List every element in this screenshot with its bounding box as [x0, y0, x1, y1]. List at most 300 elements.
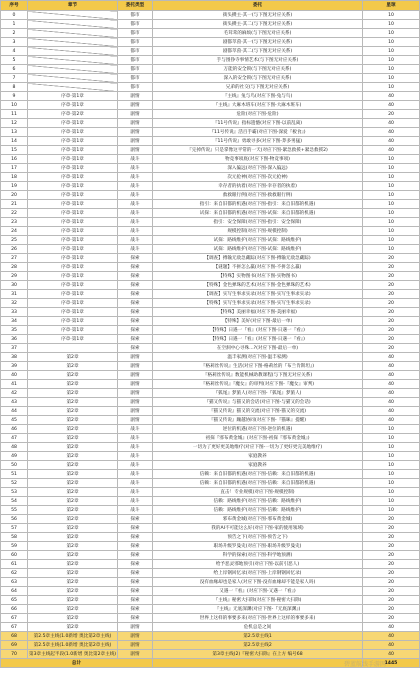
- cell-type[interactable]: 剧情: [118, 128, 153, 137]
- cell-chapter[interactable]: 序章·第1章: [28, 245, 118, 254]
- cell-chapter[interactable]: 第2章: [28, 515, 118, 524]
- cell-index[interactable]: 34: [1, 317, 28, 326]
- cell-chapter[interactable]: 第2章: [28, 461, 118, 470]
- cell-chapter[interactable]: 第2章: [28, 497, 118, 506]
- cell-commission[interactable]: 物竞事项底(对应下图-物竞事项): [153, 155, 363, 164]
- cell-chapter[interactable]: 第2章: [28, 587, 118, 596]
- cell-commission[interactable]: 『主线』大麻木班车(对应下图-大麻木班车): [153, 101, 363, 110]
- cell-reward[interactable]: 10: [363, 425, 420, 434]
- cell-reward[interactable]: 40: [363, 92, 420, 101]
- cell-type[interactable]: 探索: [118, 290, 153, 299]
- cell-reward[interactable]: 10: [363, 434, 420, 443]
- cell-index[interactable]: 43: [1, 398, 28, 407]
- cell-index[interactable]: 2: [1, 29, 28, 38]
- cell-type[interactable]: 剧情: [118, 407, 153, 416]
- cell-commission[interactable]: 第3章主线(2)『秘密大扫除』在上方 编号68: [153, 650, 363, 659]
- cell-type[interactable]: 剧情: [118, 137, 153, 146]
- cell-index[interactable]: 0: [1, 11, 28, 20]
- cell-type[interactable]: 探索: [118, 317, 153, 326]
- cell-type[interactable]: 战斗: [118, 470, 153, 479]
- cell-index[interactable]: 55: [1, 506, 28, 515]
- cell-chapter[interactable]: 序章·第1章: [28, 272, 118, 281]
- cell-commission[interactable]: 预告之下(对应下图-预告之下): [153, 533, 363, 542]
- header-index[interactable]: 序号: [1, 1, 28, 11]
- cell-commission[interactable]: 指引：来自旧都的机遇(对应下图-指引：来自旧都的机遇): [153, 200, 363, 209]
- cell-chapter[interactable]: 序章·第1章: [28, 137, 118, 146]
- cell-type[interactable]: 探索: [118, 272, 153, 281]
- cell-type[interactable]: 战斗: [118, 182, 153, 191]
- cell-commission[interactable]: 【特殊】美好(对应下图-最后一单): [153, 317, 363, 326]
- cell-commission[interactable]: 科学的探索(对应下图-科学地预测): [153, 551, 363, 560]
- cell-type[interactable]: 战斗: [118, 245, 153, 254]
- cell-index[interactable]: 61: [1, 560, 28, 569]
- cell-commission[interactable]: 规模控制(对应下图-规模控制): [153, 227, 363, 236]
- cell-commission[interactable]: 【调查】实写生事求实录(对应下图-实写生事求实录): [153, 290, 363, 299]
- cell-index[interactable]: 1: [1, 20, 28, 29]
- cell-reward[interactable]: 20: [363, 515, 420, 524]
- cell-commission[interactable]: 『狐尾』梦旅人(对应下图-『狐尾』梦旅人): [153, 389, 363, 398]
- cell-commission[interactable]: 直击！专业规模(对应下图-规模控制): [153, 488, 363, 497]
- cell-type[interactable]: 战斗: [118, 452, 153, 461]
- cell-index[interactable]: 8: [1, 83, 28, 92]
- cell-index[interactable]: 16: [1, 155, 28, 164]
- cell-chapter[interactable]: 序章·第1章: [28, 263, 118, 272]
- cell-index[interactable]: 50: [1, 461, 28, 470]
- cell-chapter[interactable]: 序章·第1章: [28, 164, 118, 173]
- cell-index[interactable]: 32: [1, 299, 28, 308]
- cell-type[interactable]: 探索: [118, 308, 153, 317]
- cell-reward[interactable]: 40: [363, 416, 420, 425]
- cell-reward[interactable]: 10: [363, 11, 420, 20]
- cell-index[interactable]: 66: [1, 605, 28, 614]
- cell-commission[interactable]: 『猫又传说』与猫又的会话(对应下图-与猫又的会话): [153, 398, 363, 407]
- cell-chapter[interactable]: 序章·第1章: [28, 317, 118, 326]
- cell-type[interactable]: 剧情: [118, 623, 153, 632]
- cell-type[interactable]: 探索: [118, 596, 153, 605]
- cell-chapter[interactable]: 第2章: [28, 479, 118, 488]
- cell-type[interactable]: 战斗: [118, 200, 153, 209]
- cell-reward[interactable]: 20: [363, 560, 420, 569]
- cell-chapter[interactable]: [28, 29, 118, 38]
- cell-index[interactable]: 69: [1, 641, 28, 650]
- cell-index[interactable]: 15: [1, 146, 28, 155]
- cell-reward[interactable]: 20: [363, 254, 420, 263]
- cell-reward[interactable]: 20: [363, 299, 420, 308]
- cell-reward[interactable]: 10: [363, 506, 420, 515]
- header-reward[interactable]: 星琼: [363, 1, 420, 11]
- cell-index[interactable]: 53: [1, 488, 28, 497]
- cell-chapter[interactable]: 第2章: [28, 380, 118, 389]
- cell-reward[interactable]: 10: [363, 182, 420, 191]
- cell-reward[interactable]: 20: [363, 335, 420, 344]
- cell-commission[interactable]: 试探：来自旧都的机遇(对应下图-试探：来自旧都的机遇): [153, 209, 363, 218]
- cell-type[interactable]: 剧情: [118, 632, 153, 641]
- cell-type[interactable]: 探索: [118, 605, 153, 614]
- cell-type[interactable]: 剧情: [118, 92, 153, 101]
- cell-reward[interactable]: 40: [363, 371, 420, 380]
- cell-type[interactable]: 剧情: [118, 146, 153, 155]
- cell-commission[interactable]: 『11号传说』勇敢寻多(对应下图-莽多男猛): [153, 137, 363, 146]
- cell-commission[interactable]: 『格莉丝传说』数能机械助教课程(与下图无对应关系): [153, 371, 363, 380]
- total-blank[interactable]: [153, 659, 363, 668]
- cell-type[interactable]: 探索: [118, 335, 153, 344]
- cell-chapter[interactable]: 序章·第1章: [28, 101, 118, 110]
- cell-commission[interactable]: 危险(对应下图-危险): [153, 110, 363, 119]
- cell-type[interactable]: 战斗: [118, 218, 153, 227]
- cell-commission[interactable]: 救救眼行例(对应下图-救救眼行例): [153, 191, 363, 200]
- cell-commission[interactable]: 『11号传说』指标遗憾(对应下图-以前乱离): [153, 119, 363, 128]
- cell-type[interactable]: 战斗: [118, 191, 153, 200]
- cell-chapter[interactable]: 序章·第1章: [28, 191, 118, 200]
- cell-reward[interactable]: 40: [363, 362, 420, 371]
- cell-commission[interactable]: 【特殊】实写生事求实录(对应下图-实写生事求实录): [153, 299, 363, 308]
- cell-chapter[interactable]: [28, 65, 118, 74]
- cell-commission[interactable]: 没有血缘却也是家人(对应下图-没有血缘却不能是家人吗): [153, 578, 363, 587]
- cell-reward[interactable]: 10: [363, 236, 420, 245]
- cell-chapter[interactable]: [28, 344, 118, 353]
- cell-chapter[interactable]: 序章·第1章: [28, 308, 118, 317]
- cell-index[interactable]: 49: [1, 452, 28, 461]
- cell-reward[interactable]: 20: [363, 317, 420, 326]
- cell-index[interactable]: 70: [1, 650, 28, 659]
- cell-reward[interactable]: 10: [363, 452, 420, 461]
- cell-chapter[interactable]: [28, 20, 118, 29]
- cell-chapter[interactable]: 第2章: [28, 596, 118, 605]
- cell-type[interactable]: 剧情: [118, 389, 153, 398]
- cell-type[interactable]: 战斗: [118, 506, 153, 515]
- cell-chapter[interactable]: 第2章: [28, 389, 118, 398]
- cell-type[interactable]: 探索: [118, 299, 153, 308]
- cell-type[interactable]: 都市: [118, 83, 153, 92]
- cell-chapter[interactable]: 第2章: [28, 362, 118, 371]
- cell-type[interactable]: 都市: [118, 11, 153, 20]
- cell-reward[interactable]: 20: [363, 569, 420, 578]
- cell-type[interactable]: 探索: [118, 263, 153, 272]
- cell-reward[interactable]: 40: [363, 407, 420, 416]
- cell-commission[interactable]: 深入偏远(对应下图-深入偏远): [153, 164, 363, 173]
- cell-chapter[interactable]: [28, 11, 118, 20]
- cell-commission[interactable]: 第2.5章主线2: [153, 641, 363, 650]
- cell-chapter[interactable]: 序章·第1章: [28, 200, 118, 209]
- cell-index[interactable]: 28: [1, 263, 28, 272]
- cell-index[interactable]: 68: [1, 632, 28, 641]
- cell-chapter[interactable]: 第2章: [28, 425, 118, 434]
- cell-commission[interactable]: 一切为了更好更美地维疗(对应下图-一切为了更好更完美地维疗): [153, 443, 363, 452]
- cell-type[interactable]: 战斗: [118, 209, 153, 218]
- cell-reward[interactable]: 40: [363, 353, 420, 362]
- cell-index[interactable]: 18: [1, 173, 28, 182]
- cell-reward[interactable]: 10: [363, 209, 420, 218]
- cell-commission[interactable]: 街头攒主·其一(与下图无对应关系): [153, 11, 363, 20]
- cell-type[interactable]: 探索: [118, 326, 153, 335]
- cell-type[interactable]: 剧情: [118, 371, 153, 380]
- cell-reward[interactable]: 20: [363, 524, 420, 533]
- cell-index[interactable]: 14: [1, 137, 28, 146]
- cell-index[interactable]: 45: [1, 416, 28, 425]
- cell-commission[interactable]: 又遇一『看』(对应下图-又遇一『看』): [153, 587, 363, 596]
- cell-type[interactable]: 剧情: [118, 110, 153, 119]
- cell-index[interactable]: 22: [1, 209, 28, 218]
- cell-index[interactable]: 52: [1, 479, 28, 488]
- cell-reward[interactable]: 10: [363, 488, 420, 497]
- cell-type[interactable]: 战斗: [118, 434, 153, 443]
- cell-type[interactable]: 探索: [118, 560, 153, 569]
- cell-index[interactable]: 46: [1, 425, 28, 434]
- cell-reward[interactable]: 10: [363, 479, 420, 488]
- cell-commission[interactable]: 信赖：来自旧都的机遇(对应下图-信赖：来自旧都的机遇): [153, 470, 363, 479]
- cell-chapter[interactable]: [28, 74, 118, 83]
- cell-commission[interactable]: 信赖：路线维护(对应下图-信赖：路线维护): [153, 497, 363, 506]
- cell-chapter[interactable]: 第2章: [28, 452, 118, 461]
- cell-type[interactable]: 都市: [118, 74, 153, 83]
- cell-index[interactable]: 17: [1, 164, 28, 173]
- cell-commission[interactable]: 『猫又传说』猫又的交流(对应下图-猫又的交流): [153, 407, 363, 416]
- cell-chapter[interactable]: [28, 47, 118, 56]
- cell-reward[interactable]: 40: [363, 623, 420, 632]
- cell-type[interactable]: 探索: [118, 254, 153, 263]
- cell-reward[interactable]: 20: [363, 272, 420, 281]
- cell-reward[interactable]: 10: [363, 200, 420, 209]
- cell-type[interactable]: 探索: [118, 542, 153, 551]
- cell-type[interactable]: 剧情: [118, 416, 153, 425]
- cell-chapter[interactable]: 第2章: [28, 398, 118, 407]
- cell-index[interactable]: 5: [1, 56, 28, 65]
- cell-commission[interactable]: 世界上这样的事要多来(对应下图-世界上这样的事要多来): [153, 614, 363, 623]
- cell-index[interactable]: 3: [1, 38, 28, 47]
- cell-reward[interactable]: 20: [363, 281, 420, 290]
- cell-type[interactable]: 战斗: [118, 425, 153, 434]
- cell-chapter[interactable]: 第2章: [28, 614, 118, 623]
- cell-chapter[interactable]: 第2章: [28, 434, 118, 443]
- cell-commission[interactable]: 『11号传说』活百手霸(对应下图-深爱『板食』): [153, 128, 363, 137]
- cell-type[interactable]: 战斗: [118, 443, 153, 452]
- cell-index[interactable]: 57: [1, 524, 28, 533]
- cell-reward[interactable]: 10: [363, 74, 420, 83]
- total-label[interactable]: 总计: [1, 659, 153, 668]
- cell-chapter[interactable]: 第2章: [28, 371, 118, 380]
- cell-commission[interactable]: 剧都萃茵·其一(与下图无对应关系): [153, 38, 363, 47]
- cell-chapter[interactable]: 第2章: [28, 605, 118, 614]
- cell-chapter[interactable]: 序章·第1章: [28, 281, 118, 290]
- cell-commission[interactable]: 『格莉丝传说』生活(对应下图-格莉丝的『布兰肯斯坦』): [153, 362, 363, 371]
- cell-index[interactable]: 58: [1, 533, 28, 542]
- cell-index[interactable]: 56: [1, 515, 28, 524]
- cell-commission[interactable]: 温丰家测(对应下图-温丰家测): [153, 353, 363, 362]
- cell-index[interactable]: 11: [1, 110, 28, 119]
- cell-commission[interactable]: 邪布黄金城(对应下图-邪布黄金城): [153, 515, 363, 524]
- cell-reward[interactable]: 10: [363, 65, 420, 74]
- cell-commission[interactable]: 【谜题】不拼怎么赢(对应下图-不拼怎么赢): [153, 263, 363, 272]
- cell-commission[interactable]: 次元抢神(对应下图-次元抢神): [153, 173, 363, 182]
- cell-type[interactable]: 剧情: [118, 101, 153, 110]
- cell-reward[interactable]: 20: [363, 542, 420, 551]
- cell-chapter[interactable]: 第2.5章主线(1.0新增 奥比第2章主线): [28, 641, 118, 650]
- cell-index[interactable]: 13: [1, 128, 28, 137]
- cell-chapter[interactable]: 第2章: [28, 488, 118, 497]
- cell-reward[interactable]: 10: [363, 164, 420, 173]
- cell-index[interactable]: 9: [1, 92, 28, 101]
- cell-index[interactable]: 36: [1, 335, 28, 344]
- cell-type[interactable]: 探索: [118, 344, 153, 353]
- cell-type[interactable]: 都市: [118, 56, 153, 65]
- cell-index[interactable]: 48: [1, 443, 28, 452]
- cell-reward[interactable]: 10: [363, 443, 420, 452]
- cell-chapter[interactable]: [28, 83, 118, 92]
- cell-index[interactable]: 51: [1, 470, 28, 479]
- cell-index[interactable]: 54: [1, 497, 28, 506]
- cell-type[interactable]: 探索: [118, 533, 153, 542]
- cell-chapter[interactable]: 第2章: [28, 524, 118, 533]
- cell-reward[interactable]: 10: [363, 173, 420, 182]
- cell-type[interactable]: 战斗: [118, 173, 153, 182]
- cell-reward[interactable]: 10: [363, 461, 420, 470]
- cell-chapter[interactable]: 第2章: [28, 470, 118, 479]
- cell-commission[interactable]: 『猫又传说』蹦越协同(对应下图-『猫咪』提醒): [153, 416, 363, 425]
- cell-reward[interactable]: 20: [363, 110, 420, 119]
- cell-commission[interactable]: 【特殊】日遇一『看』(对应下图-日遇一『看』): [153, 326, 363, 335]
- cell-commission[interactable]: 剧都萃茵·其二(与下图无对应关系): [153, 47, 363, 56]
- cell-commission[interactable]: 信赖：来自旧都的机遇(对应下图-信赖：来自旧都的机遇): [153, 479, 363, 488]
- cell-type[interactable]: 探索: [118, 578, 153, 587]
- cell-type[interactable]: 战斗: [118, 479, 153, 488]
- cell-type[interactable]: 探索: [118, 587, 153, 596]
- cell-reward[interactable]: 40: [363, 119, 420, 128]
- header-chapter[interactable]: 章节: [28, 1, 118, 11]
- cell-chapter[interactable]: 第2章: [28, 623, 118, 632]
- cell-reward[interactable]: 20: [363, 551, 420, 560]
- cell-reward[interactable]: 40: [363, 128, 420, 137]
- cell-chapter[interactable]: 第2章: [28, 551, 118, 560]
- cell-commission[interactable]: 深入的安全锁(与下图无对应关系): [153, 74, 363, 83]
- cell-chapter[interactable]: [28, 56, 118, 65]
- cell-type[interactable]: 战斗: [118, 155, 153, 164]
- cell-commission[interactable]: 危机总是之间: [153, 623, 363, 632]
- cell-index[interactable]: 33: [1, 308, 28, 317]
- cell-reward[interactable]: 10: [363, 218, 420, 227]
- cell-reward[interactable]: 40: [363, 137, 420, 146]
- cell-commission[interactable]: 【特殊】日遇一『看』(对应下图-日遇一『看』): [153, 335, 363, 344]
- cell-type[interactable]: 探索: [118, 281, 153, 290]
- cell-commission[interactable]: 在空洞中心寻殊…?(对应下图-最后一单): [153, 344, 363, 353]
- cell-reward[interactable]: 20: [363, 326, 420, 335]
- cell-commission[interactable]: 逆位的机遇(对应下图-逆位的机遇): [153, 425, 363, 434]
- cell-type[interactable]: 战斗: [118, 497, 153, 506]
- cell-chapter[interactable]: 第2章: [28, 443, 118, 452]
- cell-reward[interactable]: 10: [363, 56, 420, 65]
- cell-reward[interactable]: 10: [363, 29, 420, 38]
- cell-commission[interactable]: 试探：路线维护(对应下图-试探：路线维护): [153, 245, 363, 254]
- cell-type[interactable]: 探索: [118, 569, 153, 578]
- cell-index[interactable]: 21: [1, 200, 28, 209]
- cell-index[interactable]: 6: [1, 65, 28, 74]
- cell-reward[interactable]: 20: [363, 587, 420, 596]
- cell-commission[interactable]: 万能的安全锁(与下图无对应关系): [153, 65, 363, 74]
- cell-chapter[interactable]: 第2章: [28, 407, 118, 416]
- cell-reward[interactable]: 10: [363, 245, 420, 254]
- cell-index[interactable]: 27: [1, 254, 28, 263]
- cell-reward[interactable]: 20: [363, 605, 420, 614]
- cell-chapter[interactable]: 序章·第1章: [28, 182, 118, 191]
- cell-commission[interactable]: 试探：路线维护(对应下图-试探：路线维护): [153, 236, 363, 245]
- total-value[interactable]: 1445: [363, 659, 420, 668]
- cell-commission[interactable]: 我的AI不可能这么好(对应下图-家的使用领域): [153, 524, 363, 533]
- cell-chapter[interactable]: 序章·第1章: [28, 326, 118, 335]
- cell-index[interactable]: 30: [1, 281, 28, 290]
- cell-type[interactable]: 都市: [118, 65, 153, 74]
- cell-chapter[interactable]: 序章·第1章: [28, 128, 118, 137]
- cell-reward[interactable]: 20: [363, 614, 420, 623]
- cell-index[interactable]: 64: [1, 587, 28, 596]
- cell-index[interactable]: 35: [1, 326, 28, 335]
- cell-type[interactable]: 战斗: [118, 164, 153, 173]
- cell-commission[interactable]: 手与围挣寺事情艺术(与下图无对应关系): [153, 56, 363, 65]
- cell-commission[interactable]: 『主线』无底深渊(对应下图-『无底深渊』): [153, 605, 363, 614]
- cell-reward[interactable]: 10: [363, 38, 420, 47]
- cell-reward[interactable]: 40: [363, 632, 420, 641]
- cell-chapter[interactable]: 第2章: [28, 506, 118, 515]
- cell-index[interactable]: 20: [1, 191, 28, 200]
- cell-chapter[interactable]: 序章·第1章: [28, 173, 118, 182]
- cell-chapter[interactable]: 第2章: [28, 578, 118, 587]
- cell-chapter[interactable]: 序章·第1章: [28, 209, 118, 218]
- cell-index[interactable]: 7: [1, 74, 28, 83]
- cell-reward[interactable]: 20: [363, 263, 420, 272]
- cell-index[interactable]: 19: [1, 182, 28, 191]
- cell-commission[interactable]: 【特殊】金色弹珠的艺术(对应下图-金色弹珠的艺术): [153, 281, 363, 290]
- cell-index[interactable]: 31: [1, 290, 28, 299]
- cell-index[interactable]: 39: [1, 362, 28, 371]
- cell-type[interactable]: 剧情: [118, 119, 153, 128]
- cell-reward[interactable]: 10: [363, 497, 420, 506]
- cell-type[interactable]: 剧情: [118, 398, 153, 407]
- cell-commission[interactable]: 『主线』秘密大扫除(对应下图-秘密大扫除): [153, 596, 363, 605]
- cell-type[interactable]: 都市: [118, 47, 153, 56]
- cell-commission[interactable]: 信赖：路线维护(对应下图-信赖：路线维护): [153, 506, 363, 515]
- cell-chapter[interactable]: 序章·第1章: [28, 92, 118, 101]
- cell-index[interactable]: 44: [1, 407, 28, 416]
- cell-reward[interactable]: 40: [363, 650, 420, 659]
- cell-reward[interactable]: 20: [363, 596, 420, 605]
- cell-commission[interactable]: 【特殊】实物图书(对应下图-实物图书): [153, 272, 363, 281]
- cell-chapter[interactable]: 第2章: [28, 569, 118, 578]
- cell-reward[interactable]: 40: [363, 101, 420, 110]
- cell-chapter[interactable]: 序章·第1章: [28, 236, 118, 245]
- cell-chapter[interactable]: 第2章: [28, 542, 118, 551]
- cell-commission[interactable]: 第2.5章主线1: [153, 632, 363, 641]
- cell-reward[interactable]: 10: [363, 47, 420, 56]
- cell-index[interactable]: 4: [1, 47, 28, 56]
- cell-chapter[interactable]: 序章·第1章: [28, 155, 118, 164]
- cell-chapter[interactable]: 第3章主线起半段(1.0新增 奥比第2章主线): [29, 651, 117, 657]
- cell-index[interactable]: 12: [1, 119, 28, 128]
- cell-index[interactable]: 62: [1, 569, 28, 578]
- cell-type[interactable]: 战斗: [118, 236, 153, 245]
- header-type[interactable]: 委托类型: [118, 1, 153, 11]
- cell-type[interactable]: 剧情: [118, 641, 153, 650]
- cell-index[interactable]: 29: [1, 272, 28, 281]
- cell-reward[interactable]: 40: [363, 641, 420, 650]
- cell-type[interactable]: 都市: [118, 38, 153, 47]
- cell-commission[interactable]: 给予恶灵邪地预引(对应下图-以前引恶人): [153, 560, 363, 569]
- cell-chapter[interactable]: 第2章: [28, 533, 118, 542]
- cell-chapter[interactable]: 序章·第1章: [28, 290, 118, 299]
- cell-commission[interactable]: 初探『邪布黄金城』(对应下图-初探『邪布黄金城』): [153, 434, 363, 443]
- cell-index[interactable]: 67: [1, 614, 28, 623]
- cell-type[interactable]: 战斗: [118, 461, 153, 470]
- cell-reward[interactable]: 20: [363, 578, 420, 587]
- header-commission[interactable]: 委托: [153, 1, 363, 11]
- cell-commission[interactable]: 毛茸茸的麻烦(与下图无对应关系): [153, 29, 363, 38]
